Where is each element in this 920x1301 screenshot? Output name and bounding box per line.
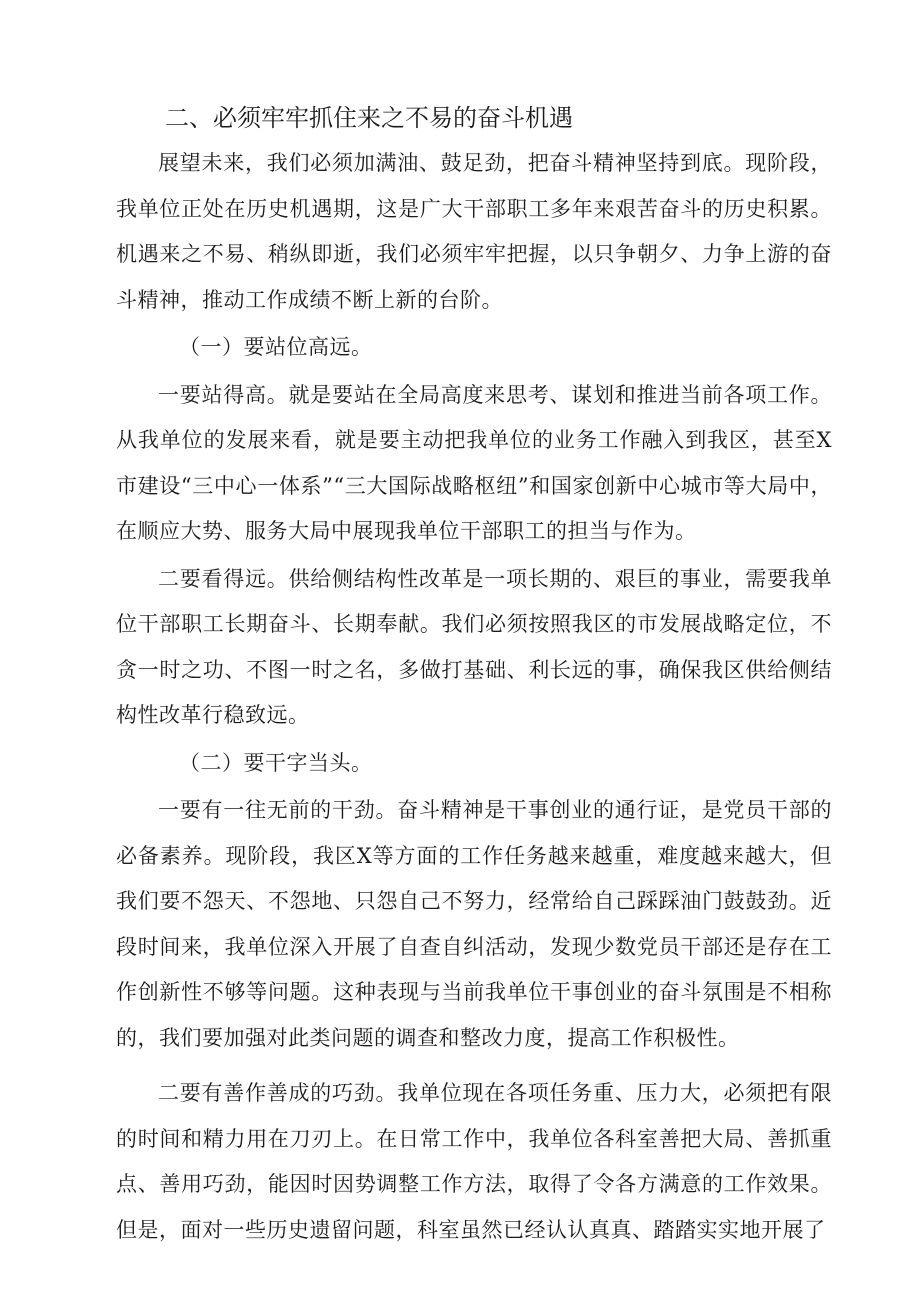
subheading-stand-high: （一）要站位高远。	[179, 335, 373, 359]
paragraph-skill: 二要有善作善成的巧劲。我单位现在各项任务重、压力大，必须把有限的时间和精力用在刀刃上。在日常工作中，我单位各科室善把大局、善抓重点、善用巧劲，能因时因势调整工作方法，取得了令各方满意的工作效果。但是，面对一些历史遗留问题，科室虽然已经认认真真、踏踏实实地开展了	[116, 1081, 832, 1242]
paragraph-intro: 展望未来，我们必须加满油、鼓足劲，把奋斗精神坚持到底。现阶段，我单位正处在历史机遇期，这是广大干部职工多年来艰苦奋斗的历史积累。机遇来之不易、稍纵即逝，我们必须牢牢把握，以只争朝夕、力争上游的奋斗精神，推动工作成绩不断上新的台阶。	[116, 151, 832, 312]
paragraph-stand-high: 一要站得高。就是要站在全局高度来思考、谋划和推进当前各项工作。从我单位的发展来看，就是要主动把我单位的业务工作融入到我区，甚至X市建设“三中心一体系”“三大国际战略枢纽”和国家创新中心城市等大局中，在顺应大势、服务大局中展现我单位干部职工的担当与作为。	[116, 382, 832, 543]
section-heading: 二、必须牢牢抓住来之不易的奋斗机遇	[165, 104, 573, 132]
document-body	[116, 141, 832, 1253]
paragraph-see-far: 二要看得远。供给侧结构性改革是一项长期的、艰巨的事业，需要我单位干部职工长期奋斗、长期奉献。我们必须按照我区的市发展战略定位，不贪一时之功、不图一时之名，多做打基础、利长远的事，确保我区供给侧结构性改革行稳致远。	[116, 566, 832, 727]
subheading-action-first: （二）要干字当头。	[179, 750, 373, 775]
paragraph-drive: 一要有一往无前的干劲。奋斗精神是干事创业的通行证，是党员干部的必备素养。现阶段，我区X等方面的工作任务越来越重，难度越来越大，但我们要不怨天、不怨地、只怨自己不努力，经常给自己踩踩油门鼓鼓劲。近段时间来，我单位深入开展了自查自纠活动，发现少数党员干部还是存在工作创新性不够等问题。这种表现与当前我单位干事创业的奋斗氛围是不相称的，我们要加强对此类问题的调查和整改力度，提高工作积极性。	[116, 798, 832, 1050]
